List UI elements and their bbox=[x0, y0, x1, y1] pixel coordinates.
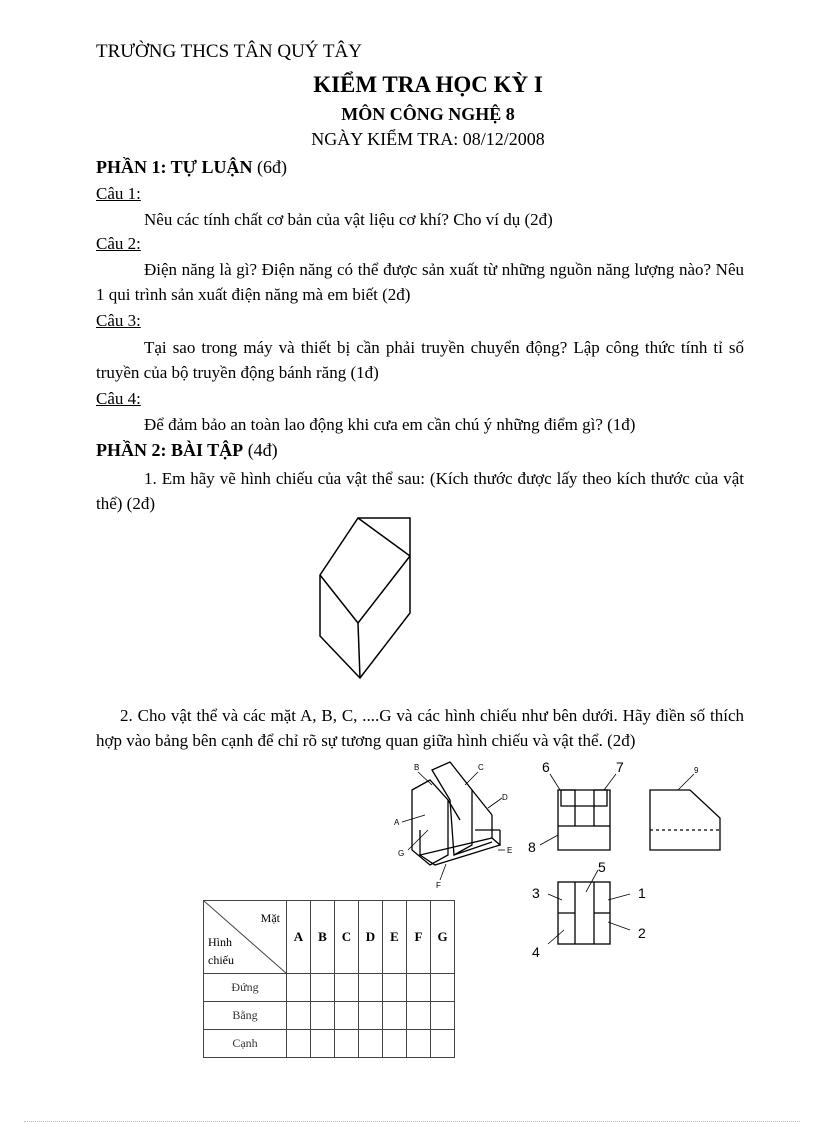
answer-cell[interactable] bbox=[431, 1002, 455, 1030]
answer-cell[interactable] bbox=[335, 1030, 359, 1058]
object-drawing bbox=[402, 762, 505, 880]
question-4-body: Để đảm bảo an toàn lao động khi cưa em cần chú ý những điểm gì? (1đ) bbox=[144, 415, 636, 434]
prism-edge bbox=[320, 575, 358, 623]
question-4-label: Câu 4: bbox=[96, 389, 141, 408]
answer-cell[interactable] bbox=[311, 1030, 335, 1058]
table-corner bbox=[204, 901, 287, 974]
question-2-label: Câu 2: bbox=[96, 234, 141, 253]
label-3: 3 bbox=[532, 885, 540, 901]
front-view bbox=[540, 774, 616, 850]
question-4-text bbox=[96, 412, 744, 437]
table-row bbox=[204, 974, 455, 1002]
part2-points: (4đ) bbox=[247, 440, 278, 460]
table-row bbox=[204, 1030, 455, 1058]
answer-cell[interactable] bbox=[287, 1002, 311, 1030]
corner-label-bottom-1: Hình bbox=[208, 935, 232, 949]
label-E: E bbox=[507, 846, 513, 855]
label-6: 6 bbox=[542, 760, 550, 775]
answer-cell[interactable] bbox=[383, 1030, 407, 1058]
exercise-1-text bbox=[96, 466, 744, 516]
exam-date: NGÀY KIỂM TRA: 08/12/2008 bbox=[311, 129, 545, 149]
column-header: F bbox=[407, 901, 431, 974]
question-3-label: Câu 3: bbox=[96, 311, 141, 330]
label-9: 9 bbox=[694, 766, 699, 775]
label-5: 5 bbox=[598, 859, 606, 875]
label-F: F bbox=[436, 881, 441, 890]
question-2-body: Điện năng là gì? Điện năng có thể được sản xuất từ những nguồn năng lượng nào? Nêu 1 qui trình sản xuất điện năng mà em biết (2đ) bbox=[96, 260, 744, 304]
question-2-text bbox=[96, 257, 744, 307]
answer-cell[interactable] bbox=[407, 1002, 431, 1030]
column-header: B bbox=[311, 901, 335, 974]
exam-title: KIỂM TRA HỌC KỲ I bbox=[313, 72, 543, 97]
answer-cell[interactable] bbox=[311, 1002, 335, 1030]
label-1: 1 bbox=[638, 885, 646, 901]
side-view bbox=[650, 774, 720, 850]
corner-label-top: Mặt bbox=[260, 911, 280, 925]
top-view bbox=[548, 870, 630, 944]
part2-heading bbox=[96, 440, 278, 461]
column-header: D bbox=[359, 901, 383, 974]
label-4: 4 bbox=[532, 944, 540, 960]
prism-outline bbox=[320, 518, 410, 678]
label-D: D bbox=[502, 793, 508, 802]
prism-edge bbox=[358, 518, 410, 556]
exam-subject: MÔN CÔNG NGHỆ 8 bbox=[341, 104, 515, 124]
answer-cell[interactable] bbox=[335, 974, 359, 1002]
label-C: C bbox=[478, 763, 484, 772]
question-1-label: Câu 1: bbox=[96, 184, 141, 203]
column-header: A bbox=[287, 901, 311, 974]
answer-cell[interactable] bbox=[359, 974, 383, 1002]
answer-cell[interactable] bbox=[335, 1002, 359, 1030]
answer-cell[interactable] bbox=[383, 974, 407, 1002]
answer-cell[interactable] bbox=[287, 1030, 311, 1058]
question-1-text bbox=[96, 207, 744, 232]
answer-cell[interactable] bbox=[287, 974, 311, 1002]
part1-heading bbox=[96, 157, 287, 178]
part2-title: PHẦN 2: BÀI TẬP bbox=[96, 440, 244, 460]
answer-cell[interactable] bbox=[407, 974, 431, 1002]
row-header: Cạnh bbox=[204, 1030, 287, 1058]
exercise-2-text bbox=[96, 703, 744, 753]
part1-title: PHẦN 1: TỰ LUẬN bbox=[96, 157, 253, 177]
school-name: TRƯỜNG THCS TÂN QUÝ TÂY bbox=[96, 41, 362, 62]
exercise-2-body: 2. Cho vật thể và các mặt A, B, C, ....G và các hình chiếu như bên dưới. Hãy điền số thích hợp vào bảng bên cạnh để chỉ rõ sự tương quan giữa hình chiếu và vật thể. (2đ) bbox=[96, 706, 744, 750]
answer-cell[interactable] bbox=[311, 974, 335, 1002]
column-header: G bbox=[431, 901, 455, 974]
answer-cell[interactable] bbox=[431, 1030, 455, 1058]
question-1-body: Nêu các tính chất cơ bản của vật liệu cơ khí? Cho ví dụ (2đ) bbox=[144, 210, 553, 229]
question-3-text bbox=[96, 335, 744, 385]
label-B: B bbox=[414, 763, 420, 772]
part1-points: (6đ) bbox=[257, 157, 287, 177]
prism-figure bbox=[300, 510, 420, 690]
row-header: Đứng bbox=[204, 974, 287, 1002]
label-8: 8 bbox=[528, 839, 536, 855]
column-header: C bbox=[335, 901, 359, 974]
corner-label-bottom-2: chiếu bbox=[208, 953, 234, 967]
answer-cell[interactable] bbox=[383, 1002, 407, 1030]
answer-cell[interactable] bbox=[431, 974, 455, 1002]
exercise-1-body: 1. Em hãy vẽ hình chiếu của vật thể sau: (Kích thước được lấy theo kích thước của vật thể) (2đ) bbox=[96, 469, 744, 513]
answer-cell[interactable] bbox=[359, 1002, 383, 1030]
prism-edge bbox=[358, 556, 410, 623]
question-3-body: Tại sao trong máy và thiết bị cần phải truyền chuyển động? Lập công thức tính tỉ số truyền của bộ truyền động bánh răng (1đ) bbox=[96, 338, 744, 382]
label-2: 2 bbox=[638, 925, 646, 941]
mapping-table bbox=[203, 900, 455, 1058]
label-7: 7 bbox=[616, 760, 624, 775]
prism-edge bbox=[358, 623, 360, 678]
label-G: G bbox=[398, 849, 405, 858]
row-header: Bằng bbox=[204, 1002, 287, 1030]
answer-cell[interactable] bbox=[359, 1030, 383, 1058]
page-bottom-divider bbox=[24, 1121, 800, 1122]
label-A: A bbox=[394, 818, 400, 827]
table-header-row bbox=[204, 901, 455, 974]
column-header: E bbox=[383, 901, 407, 974]
answer-cell[interactable] bbox=[407, 1030, 431, 1058]
table-row bbox=[204, 1002, 455, 1030]
